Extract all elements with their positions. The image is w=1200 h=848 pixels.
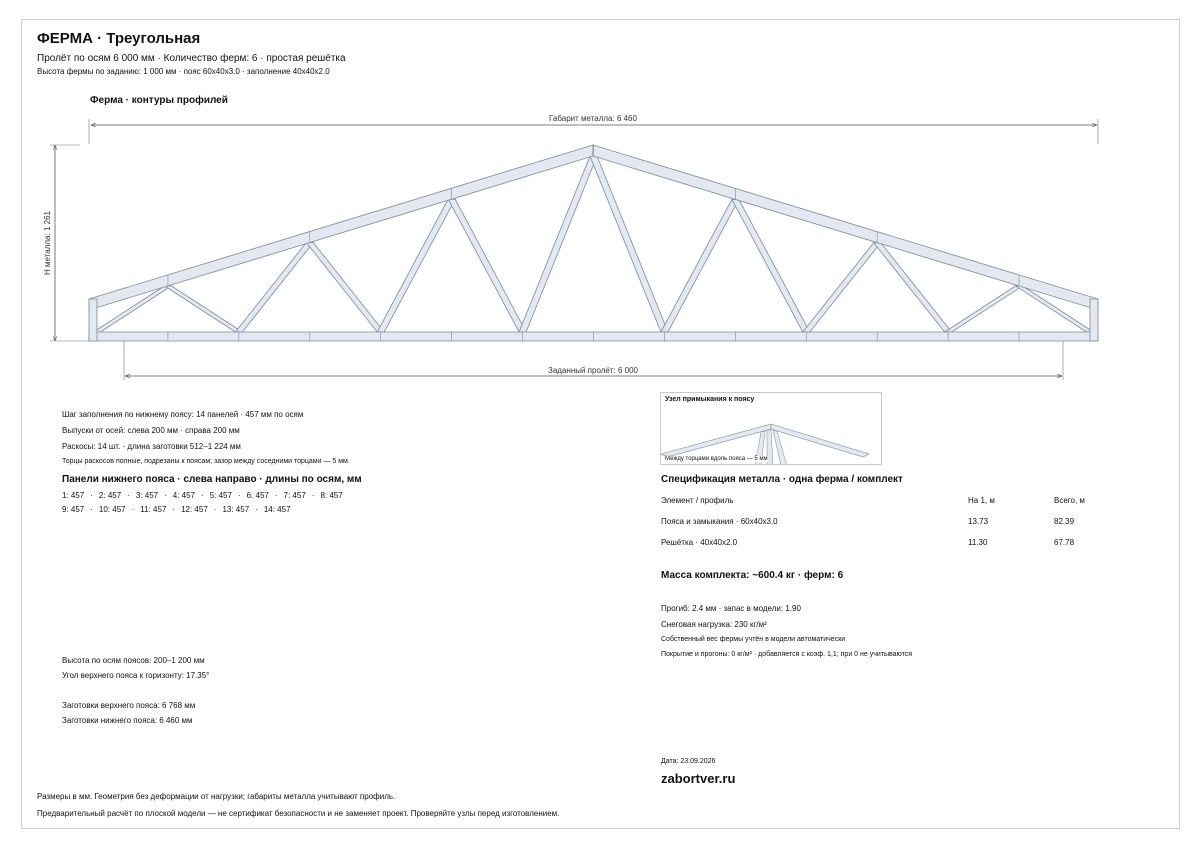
web-member bbox=[803, 243, 881, 332]
drawing-title: Ферма · контуры профилей bbox=[90, 95, 228, 106]
panel-length: 2: 457 bbox=[98, 491, 122, 500]
spec-col-total: Всего, м bbox=[1054, 496, 1085, 505]
web-member bbox=[377, 199, 455, 332]
inset-chord-left bbox=[661, 424, 771, 457]
spec-mass: Масса комплекта: ~600.4 кг · ферм: 6 bbox=[661, 570, 844, 581]
panel-separator: · bbox=[213, 505, 217, 514]
note-bottom-blanks: Заготовки нижнего пояса: 6 460 мм bbox=[62, 716, 193, 725]
spec-selfweight: Собственный вес фермы учтён в модели автоматически bbox=[661, 636, 846, 643]
panel-length: 7: 457 bbox=[283, 491, 306, 500]
panel-length: 11: 457 bbox=[140, 505, 167, 514]
span-dimension-label: Заданный пролёт: 6 000 bbox=[548, 366, 638, 375]
panel-separator: · bbox=[255, 505, 258, 514]
page-subtitle-2: Высота фермы по заданию: 1 000 мм · пояс 60x40x3.0 · заполнение 40x40x2.0 bbox=[37, 67, 330, 76]
page-subtitle: Пролёт по осям 6 000 мм · Количество ферм: 6 · простая решётка bbox=[37, 53, 346, 64]
web-member bbox=[448, 199, 526, 332]
panel-length: 12: 457 bbox=[181, 505, 208, 514]
panel-separator: · bbox=[90, 491, 93, 500]
height-dimension-label: Н металла: 1 261 bbox=[43, 211, 52, 275]
spec-cell-total: 82.39 bbox=[1054, 517, 1075, 526]
spec-row-chords bbox=[661, 511, 1101, 532]
spec-cell-element: Решётка · 40x40x2.0 bbox=[661, 538, 738, 547]
panel-length: 9: 457 bbox=[62, 505, 85, 514]
web-member bbox=[164, 286, 242, 332]
spec-cell-per-one: 11.30 bbox=[968, 538, 988, 547]
note-axis-height: Высота по осям поясов: 200–1 200 мм bbox=[62, 656, 205, 665]
web-member bbox=[732, 199, 810, 332]
page-title: ФЕРМА · Треугольная bbox=[37, 30, 201, 47]
footer-note-2: Предварительный расчёт по плоской модели — не сертификат безопасности и не заменяет проект. Проверяйте узлы перед изготовлением. bbox=[37, 809, 560, 818]
inset-drawing bbox=[661, 393, 882, 465]
note-braces-ends: Торцы раскосов полные, подрезаны к поясам; зазор между соседними торцами — 5 мм. bbox=[62, 458, 350, 465]
joint-detail-inset bbox=[660, 392, 882, 465]
panel-separator: · bbox=[311, 491, 315, 500]
overall-dimension-label: Габарит металла: 6 460 bbox=[549, 114, 637, 123]
spec-cell-total: 67.78 bbox=[1054, 538, 1075, 547]
panel-length: 5: 457 bbox=[209, 491, 232, 500]
note-top-angle: Угол верхнего пояса к горизонту: 17.35° bbox=[62, 671, 210, 680]
inset-web-3 bbox=[773, 430, 787, 465]
end-post-right bbox=[1090, 299, 1098, 341]
spec-header-row bbox=[661, 490, 1101, 511]
truss-chords bbox=[89, 145, 1098, 341]
web-member bbox=[945, 286, 1023, 332]
panel-length: 14: 457 bbox=[263, 505, 291, 514]
panel-separator: · bbox=[237, 491, 241, 500]
web-member bbox=[661, 199, 739, 332]
inset-title: Узел примыкания к поясу bbox=[665, 396, 755, 403]
panel-length: 3: 457 bbox=[135, 491, 159, 500]
spec-cell-per-one: 13.73 bbox=[968, 517, 989, 526]
inset-caption: Между торцами вдоль пояса — 5 мм bbox=[665, 456, 768, 462]
spec-cell-element: Пояса и замыкания · 60x40x3.0 bbox=[661, 517, 778, 526]
web-member bbox=[306, 243, 384, 332]
footer-site: zabortver.ru bbox=[661, 771, 736, 786]
web-member bbox=[590, 156, 668, 332]
spec-table bbox=[661, 490, 1101, 553]
truss-drawing bbox=[0, 0, 1200, 400]
panels-row-2 bbox=[62, 505, 291, 514]
panel-separator: · bbox=[274, 491, 278, 500]
footer-note-1: Размеры в мм. Геометрия без деформации от нагрузки; габариты металла учитывают профиль. bbox=[37, 792, 396, 801]
note-fill-step: Шаг заполнения по нижнему поясу: 14 панелей · 457 мм по осям bbox=[62, 410, 304, 419]
truss-web-members bbox=[94, 156, 1094, 332]
inset-web-2 bbox=[767, 430, 773, 465]
note-top-blanks: Заготовки верхнего пояса: 6 768 мм bbox=[62, 701, 196, 710]
spec-row-web bbox=[661, 532, 1101, 553]
spec-col-element: Элемент / профиль bbox=[661, 496, 734, 505]
note-overhangs: Выпуски от осей: слева 200 мм · справа 200 мм bbox=[62, 426, 240, 435]
footer-date: Дата: 23.09.2026 bbox=[661, 758, 716, 765]
spec-col-per-one: На 1, м bbox=[968, 496, 995, 505]
panel-separator: · bbox=[201, 491, 204, 500]
panel-length: 10: 457 bbox=[98, 505, 126, 514]
panel-separator: · bbox=[164, 491, 167, 500]
inset-chord-right bbox=[771, 424, 869, 457]
web-member bbox=[519, 156, 597, 332]
spec-snow: Снеговая нагрузка: 230 кг/м² bbox=[661, 620, 767, 629]
panel-length: 13: 457 bbox=[222, 505, 250, 514]
panel-length: 6: 457 bbox=[246, 491, 269, 500]
spec-roof: Покрытие и прогоны: 0 кг/м² · добавляется с коэф. 1,1; при 0 не учитываются bbox=[661, 651, 913, 658]
panel-separator: · bbox=[172, 505, 176, 514]
panels-row-1 bbox=[62, 491, 343, 500]
spec-heading: Спецификация металла · одна ферма / комплект bbox=[661, 474, 903, 485]
note-braces: Раскосы: 14 шт. · длина заготовки 512–1 224 мм bbox=[62, 442, 241, 451]
panel-length: 8: 457 bbox=[320, 491, 343, 500]
end-post-left bbox=[89, 299, 97, 341]
panel-length: 1: 457 bbox=[62, 491, 85, 500]
panels-heading: Панели нижнего пояса · слева направо · длины по осям, мм bbox=[62, 474, 362, 485]
panel-length: 4: 457 bbox=[172, 491, 196, 500]
spec-deflection: Прогиб: 2.4 мм · запас в модели: 1.90 bbox=[661, 604, 801, 613]
panel-separator: · bbox=[131, 505, 135, 514]
panel-separator: · bbox=[90, 505, 93, 514]
panel-separator: · bbox=[127, 491, 130, 500]
